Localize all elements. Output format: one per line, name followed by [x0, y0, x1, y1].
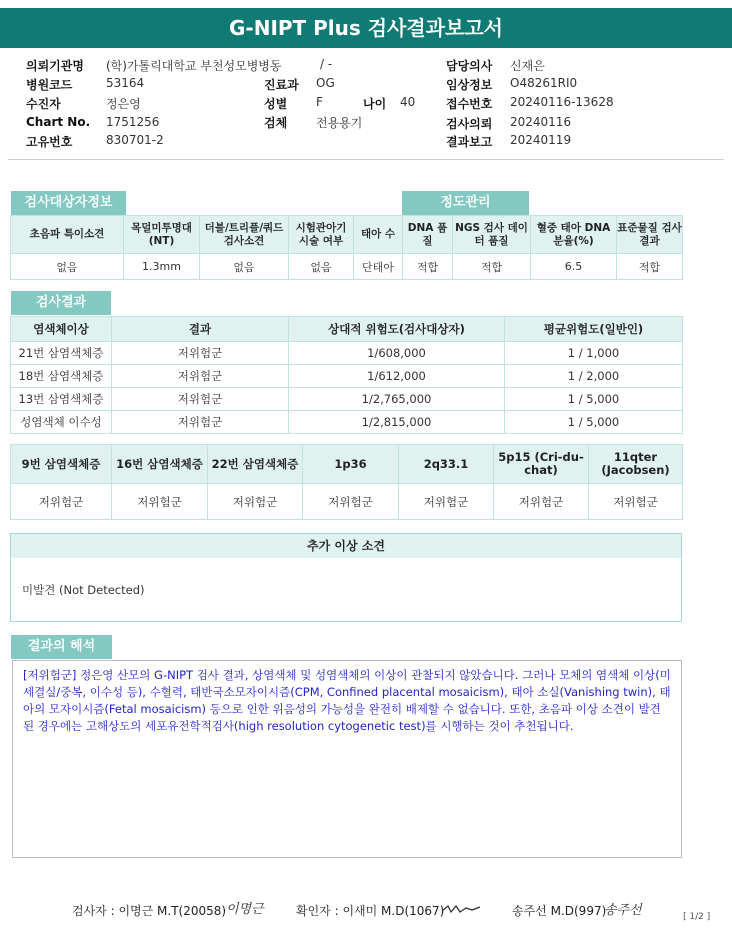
- page-number: [ 1/2 ]: [683, 912, 711, 922]
- code-label: 병원코드: [26, 78, 73, 92]
- value-nt: 1.3mm: [124, 254, 200, 280]
- row-abnormality: 18번 삼염색체증: [11, 365, 112, 388]
- row-relative-risk: 1/2,765,000: [289, 388, 505, 411]
- row-average-risk: 1 / 2,000: [505, 365, 683, 388]
- table-row: [11, 388, 683, 411]
- value-fetal-fraction: 6.5: [531, 254, 617, 280]
- request-label: 검사의뢰: [446, 117, 493, 131]
- approver-signature: 송주선: [604, 903, 642, 918]
- uid-value: 830701-2: [106, 133, 164, 147]
- interpretation-text: [저위험군] 정은영 산모의 G-NIPT 검사 결과, 상염색체 및 성염색체의 이상이 관찰되지 않았습니다. 그러나 모체의 염색체 이상(미세결실/중복, 이수성 등), 수혈력, 태반국소모자이시즘(CPM, Confined placental mosaicism), 태아 소실(Vanishing twin), 태아의 모자이시즘(Fetal mosaicism) 등으로 인한 위음성의 가능성을 완전히 배제할 수 없습니다. 또한, 초음파 이상 소견이 발견된 경우에는 고해상도의 세포유전학적검사(high resolution cytogenetic test)를 시행하는 것이 추천됩니다.: [12, 660, 682, 858]
- specimen-value: 전용용기: [316, 116, 363, 130]
- row-result: 저위험군: [112, 411, 289, 434]
- table-row: [11, 342, 683, 365]
- sex-label: 성별: [264, 97, 288, 111]
- table-row: [11, 411, 683, 434]
- value-dna-quality: 적합: [403, 254, 453, 280]
- clinical-label: 임상정보: [446, 78, 493, 92]
- row-result: 저위험군: [112, 342, 289, 365]
- row-abnormality: 21번 삼염색체증: [11, 342, 112, 365]
- code-value: 53164: [106, 76, 145, 90]
- receipt-value: 20240116-13628: [510, 95, 614, 109]
- report-value: 20240119: [510, 133, 572, 147]
- doctor-value: 신재은: [510, 59, 545, 73]
- uid-label: 고유번호: [26, 135, 73, 149]
- value-reference-result: 적합: [617, 254, 683, 280]
- header-ivf: 시험관아기 시술 여부: [289, 216, 354, 254]
- header-nt: 목덜미투명대 (NT): [124, 216, 200, 254]
- chart-value: 1751256: [106, 115, 160, 129]
- extra-value-t16: 저위험군: [112, 484, 208, 520]
- results-table: [10, 316, 683, 434]
- header-divider: [8, 159, 724, 160]
- subject-info-table: [10, 215, 683, 280]
- row-relative-risk: 1/2,815,000: [289, 411, 505, 434]
- value-ivf: 없음: [289, 254, 354, 280]
- row-result: 저위험군: [112, 365, 289, 388]
- patient-label: 수진자: [26, 97, 61, 111]
- extra-header-t16: 16번 삼염색체증: [112, 445, 208, 484]
- header-ngs-quality: NGS 검사 데이터 품질: [453, 216, 531, 254]
- extra-header-5p15: 5p15 (Cri-du-chat): [494, 445, 589, 484]
- qc-section-title: 정도관리: [402, 191, 529, 215]
- extra-value-1p36: 저위험군: [303, 484, 399, 520]
- value-serum-screening: 없음: [200, 254, 289, 280]
- value-ultrasound: 없음: [11, 254, 124, 280]
- row-average-risk: 1 / 5,000: [505, 411, 683, 434]
- interpretation-section-title: 결과의 해석: [11, 635, 112, 659]
- extra-header-t9: 9번 삼염색체증: [11, 445, 112, 484]
- extra-value-2q33: 저위험군: [399, 484, 494, 520]
- extra-value-5p15: 저위험군: [494, 484, 589, 520]
- header-dna-quality: DNA 품질: [403, 216, 453, 254]
- hospital-value: (학)가톨릭대학교 부천성모병병동: [106, 59, 282, 73]
- additional-findings-title: 추가 이상 소견: [11, 534, 681, 558]
- report-label: 결과보고: [446, 135, 493, 149]
- row-result: 저위험군: [112, 388, 289, 411]
- value-fetus-count: 단태아: [354, 254, 403, 280]
- chart-label: Chart No.: [26, 115, 91, 129]
- additional-findings-value: 미발견 (Not Detected): [22, 583, 145, 597]
- hospital-label: 의뢰기관명: [26, 59, 84, 73]
- header-fetus-count: 태아 수: [354, 216, 403, 254]
- clinical-value: O48261RI0: [510, 76, 578, 90]
- header-fetal-fraction: 혈중 태아 DNA 분율(%): [531, 216, 617, 254]
- patient-value: 정은영: [106, 97, 141, 111]
- confirmer-info: 확인자 : 이새미 M.D(1067): [296, 904, 445, 918]
- receipt-label: 접수번호: [446, 97, 493, 111]
- doctor-label: 담당의사: [446, 59, 493, 73]
- row-relative-risk: 1/612,000: [289, 365, 505, 388]
- extra-header-2q33: 2q33.1: [399, 445, 494, 484]
- report-title: G-NIPT Plus 검사결과보고서: [0, 8, 732, 48]
- value-ngs-quality: 적합: [453, 254, 531, 280]
- results-header-result: 결과: [112, 317, 289, 342]
- age-value: 40: [400, 95, 416, 109]
- results-header-relative-risk: 상대적 위험도(검사대상자): [289, 317, 505, 342]
- row-abnormality: 성염색체 이수성: [11, 411, 112, 434]
- sex-value: F: [316, 95, 323, 109]
- subject-section-title: 검사대상자정보: [11, 191, 126, 215]
- extra-value-t22: 저위험군: [208, 484, 303, 520]
- extra-header-t22: 22번 삼염색체증: [208, 445, 303, 484]
- examiner-info: 검사자 : 이명근 M.T(20058): [72, 904, 227, 918]
- row-average-risk: 1 / 1,000: [505, 342, 683, 365]
- confirmer-signature-icon: [440, 902, 482, 916]
- header-ultrasound: 초음파 특이소견: [11, 216, 124, 254]
- request-value: 20240116: [510, 115, 572, 129]
- age-label: 나이: [363, 97, 387, 111]
- table-row: [11, 365, 683, 388]
- extra-value-t9: 저위험군: [11, 484, 112, 520]
- row-abnormality: 13번 삼염색체증: [11, 388, 112, 411]
- approver-info: 송주선 M.D(997): [512, 904, 607, 918]
- extra-results-table: [10, 444, 683, 520]
- results-header-average-risk: 평균위험도(일반인): [505, 317, 683, 342]
- extra-value-11qter: 저위험군: [589, 484, 683, 520]
- row-average-risk: 1 / 5,000: [505, 388, 683, 411]
- row-relative-risk: 1/608,000: [289, 342, 505, 365]
- header-reference-result: 표준물질 검사결과: [617, 216, 683, 254]
- header-serum-screening: 더블/트리플/쿼드 검사소견: [200, 216, 289, 254]
- dept-value: OG: [316, 76, 335, 90]
- hospital-extra: / -: [320, 57, 333, 71]
- extra-header-11qter: 11qter (Jacobsen): [589, 445, 683, 484]
- results-header-abnormality: 염색체이상: [11, 317, 112, 342]
- results-section-title: 검사결과: [11, 291, 111, 315]
- dept-label: 진료과: [264, 78, 299, 92]
- extra-header-1p36: 1p36: [303, 445, 399, 484]
- specimen-label: 검체: [264, 116, 288, 130]
- examiner-signature: 이명근: [226, 902, 264, 917]
